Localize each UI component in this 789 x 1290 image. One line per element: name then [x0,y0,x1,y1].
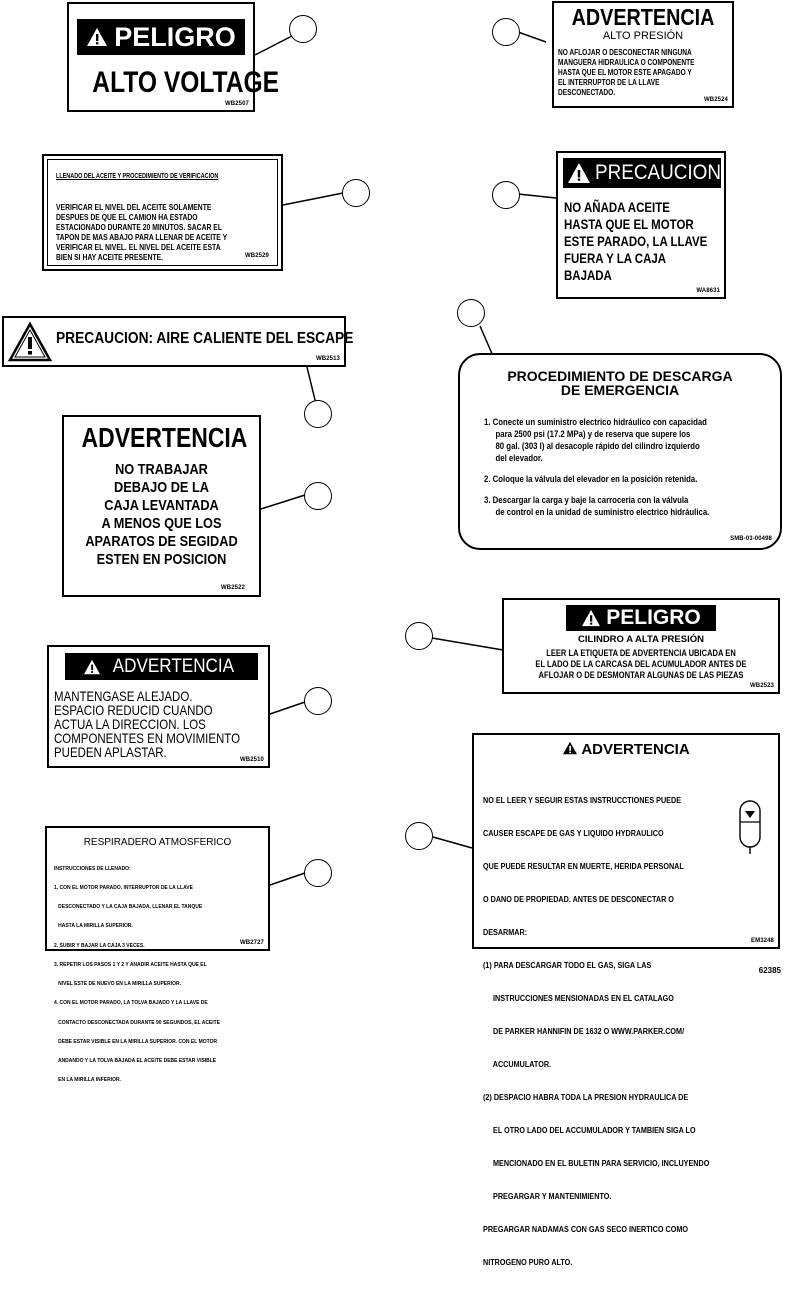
step-line: para 2500 psi (17.2 MPa) y de reserva que supere los [495,429,691,440]
body-line: DEBAJO DE LA [114,479,209,496]
decal-code: WB2522 [221,585,245,591]
body-line: NO AFLOJAR O DESCONECTAR NINGUNA [558,48,692,57]
body-line: DESARMAR: [483,927,528,937]
body-line: BIEN SI HAY ACEITE PRESENTE. [56,252,164,262]
body-line: HASTA LA MIRILLA SUPERIOR. [54,923,133,930]
body-line: INSTRUCCIONES MENSIONADAS EN EL CATALAGO [483,993,674,1003]
decal-code: WA8631 [696,288,720,294]
cilindro-subheader: CILINDRO A ALTA PRESIÓN [578,634,704,645]
warning-triangle-icon [86,27,108,47]
llenado-aceite-decal [42,154,283,271]
callout-circle [492,18,520,46]
callout-circle [342,179,370,207]
body-line: DEBE ESTAR VISIBLE EN LA MIRILLA SUPERIOR. CON EL MOTOR [54,1038,218,1045]
callout-circle [492,181,520,209]
body-line: ANDANDO Y LA TOLVA BAJADA EL ACEITE DEBE ESTAR VISIBLE [54,1058,217,1064]
accumulator-icon [738,797,762,855]
decal-code: WB2529 [245,253,269,259]
peligro-header-bar [77,19,245,55]
body-line: QUE PUEDE RESULTAR EN MUERTE, HERIDA PERSONAL [483,861,684,871]
callout-circle [304,687,332,715]
adv-caja-body [79,461,245,569]
body-line: NO TRABAJAR [115,461,208,478]
adv-direccion-body [54,689,240,759]
warning-triangle-outline-icon [8,322,52,362]
decal-code: EM3248 [751,938,774,944]
body-line: VERIFICAR EL NIVEL. EL NIVEL DEL ACEITE ESTA [56,242,221,252]
precaucion-aceite-decal [556,151,726,299]
respiradero-atmosferico-decal [45,826,270,1084]
body-line: HASTA QUE EL MOTOR [564,216,694,232]
body-line: VERIFICAR EL NIVEL DEL ACEITE SOLAMENTE [56,202,212,212]
decal-code: WB2513 [316,356,340,362]
body-line: 3. REPETIR LOS PASOS 1 Y 2 Y ANADIR ACEITE HASTA QUE EL [54,961,207,968]
step-line: 80 gal. (303 l) al desacople rápido del cilindro izquierdo [495,441,700,452]
title-line: DE EMERGENCIA [560,382,680,398]
body-line: O DANO DE PROPIEDAD. ANTES DE DESCONECTAR O [483,894,674,904]
peligro-cilindro-decal [502,598,780,694]
peligro-header-bar [566,605,716,631]
body-line: EN LA MIRILLA INFERIOR. [54,1077,121,1084]
body-line: ESPACIO REDUCID CUANDO [54,702,213,718]
body-line: LEER LA ETIQUETA DE ADVERTENCIA UBICADA EN [546,648,736,658]
callout-circle [289,15,317,43]
peligro-header-text: PELIGRO [606,606,701,629]
body-line: ESTE PARADO, LA LLAVE [564,233,708,249]
descarga-title [460,369,780,397]
body-line: FUERA Y LA CAJA [564,250,667,266]
descarga-steps [484,417,709,519]
body-line: PUEDEN APLASTAR. [54,744,167,760]
advertencia-header-text: ADVERTENCIA [81,422,248,453]
body-line: MENCIONADO EN EL BULETIN PARA SERVICIO, INCLUYENDO [483,1158,710,1168]
body-line: 1. CON EL MOTOR PARADO, INTERRUPTOR DE LA LLAVE [54,885,193,892]
step-line: 3. Descargar la carga y baje la carroceria con la válvula [484,495,689,506]
body-line: 2. SUBIR Y BAJAR LA CAJA 3 VECES. [54,942,145,949]
body-line: (1) PARA DESCARGAR TODO EL GAS, SIGA LAS [483,960,652,970]
body-line: MANGUERA HIDRAULICA O COMPONENTE [558,58,695,67]
body-line: (2) DESPACIO HABRA TODA LA PRESION HYDRAULICA DE [483,1092,689,1102]
body-line: AFLOJAR O DE DESMONTAR ALGUNAS DE LAS PIEZAS [538,670,744,680]
body-line: DESPUES DE QUE EL CAMION HA ESTADO [56,212,198,222]
precaucion-escape-title: PRECAUCION: AIRE CALIENTE DEL ESCAPE [56,330,354,347]
advertencia-header-text: ADVERTENCIA [571,4,715,30]
body-line: ACCUMULATOR. [483,1059,552,1069]
body-line: ESTACIONADO DURANTE 20 MINUTOS. SACAR EL [56,222,222,232]
body-line: DE PARKER HANNIFIN DE 1632 O WWW.PARKER.COM/ [483,1026,685,1036]
adv-presion-body [558,48,695,98]
body-line: 4. CON EL MOTOR PARADO, LA TOLVA BAJADO Y LA LLAVE DE [54,1000,208,1007]
body-line: BAJADA [564,267,612,283]
procedimiento-descarga-decal [458,353,782,550]
precaucion-escape-decal [2,316,354,367]
callout-circle [405,622,433,650]
precaucion-header-text: PRECAUCION [595,161,722,184]
body-line: NO EL LEER Y SEGUIR ESTAS INSTRUCCTIONES PUEDE [483,795,682,805]
body-line: MANTENGASE ALEJADO. [54,688,193,704]
warning-triangle-icon [581,609,601,627]
body-line: HASTA QUE EL MOTOR ESTE APAGADO Y [558,68,692,77]
body-line: DESCONECTADO. [558,88,616,97]
warning-triangle-icon [567,162,591,184]
alto-voltage-title: ALTO VOLTAGE [92,66,280,99]
precaucion-header-bar [563,158,721,188]
body-line: NIVEL ESTE DE NUEVO EN LA MIRILLA SUPERIOR. [54,981,181,988]
advertencia-caja-decal [62,415,261,597]
body-line: CAUSER ESCAPE DE GAS Y LIQUIDO HYDRAULICO [483,828,664,838]
callout-circle [304,859,332,887]
decal-code: SMB-03-00498 [730,536,772,542]
body-line: NO AÑADA ACEITE [564,199,670,215]
advertencia-header-bar [65,653,258,680]
body-line: ACTUA LA DIRECCION. LOS [54,716,206,732]
body-line: A MENOS QUE LOS [101,515,222,532]
body-line: EL INTERRUPTOR DE LA LLAVE [558,78,660,87]
callout-circle [304,400,332,428]
decal-code: WB2523 [750,683,774,689]
warning-triangle-icon [562,741,578,755]
step-line: 1. Conecte un suministro electrico hidráulico con capacidad [484,417,707,428]
body-line: PREGARGAR Y MANTENIMIENTO. [483,1191,612,1201]
advertencia-alto-presion-decal [552,1,734,108]
body-line: PREGARGAR NADAMAS CON GAS SECO INERTICO COMO [483,1224,688,1234]
body-line: NITROGENO PURO ALTO. [483,1257,573,1267]
llenado-body [56,202,227,262]
alto-presion-subheader: ALTO PRESIÓN [602,30,684,42]
respiradero-body [54,853,220,1096]
body-line: APARATOS DE SEGIDAD [85,533,238,550]
peligro-header-text: PELIGRO [114,21,236,52]
step-line: del elevador. [495,453,543,464]
callout-circle [457,299,485,327]
body-line: TAPON DE MAS ABAJO PARA LLENAR DE ACEITE Y [56,232,228,242]
body-line: ESTEN EN POSICION [96,551,227,568]
precaucion-aceite-body [564,199,707,284]
adv-acumulador-body [483,773,709,1290]
llenado-heading: LLENADO DEL ACEITE Y PROCEDIMIENTO DE VERIFICACION [56,173,219,180]
advertencia-header-text: ADVERTENCIA [112,655,234,677]
adv-acumulador-header [474,741,778,758]
body-line: CONTACTO DESCONECTADA DURANTE 90 SEGUNDOS, EL ACEITE [54,1019,221,1026]
advertencia-header-text: ADVERTENCIA [581,741,690,758]
step-line: 2. Coloque la válvula del elevador en la posición retenida. [484,474,698,485]
callout-circle [304,482,332,510]
body-line: EL OTRO LADO DEL ACCUMULADOR Y TAMBIEN SIGA LO [483,1125,696,1135]
body-line: EL LADO DE LA CARCASA DEL ACUMULADOR ANTES DE [535,659,747,669]
decal-code: WB2727 [240,940,264,946]
body-line: CAJA LEVANTADA [104,497,219,514]
warning-triangle-icon [83,659,101,675]
decal-code: WB2507 [225,101,249,107]
peligro-alto-voltage-decal [67,2,280,112]
callout-circle [405,822,433,850]
body-line: INSTRUCCIONES DE LLENADO: [54,865,131,872]
respiradero-title: RESPIRADERO ATMOSFERICO [83,837,232,848]
body-line: COMPONENTES EN MOVIMIENTO [54,730,241,746]
decal-code: WB2510 [240,757,264,763]
title-line: PROCEDIMIENTO DE DESCARGA [507,368,733,384]
advertencia-direccion-decal [47,645,270,768]
body-line: DESCONECTADO Y LA CAJA BAJADA, LLENAR EL TANQUE [54,904,203,911]
figure-number: 62385 [758,966,781,975]
decal-code: WB2524 [704,97,728,103]
step-line: de control en la unidad de suministro electrico hidráulica. [495,507,710,518]
peligro-cilindro-body [526,648,756,681]
